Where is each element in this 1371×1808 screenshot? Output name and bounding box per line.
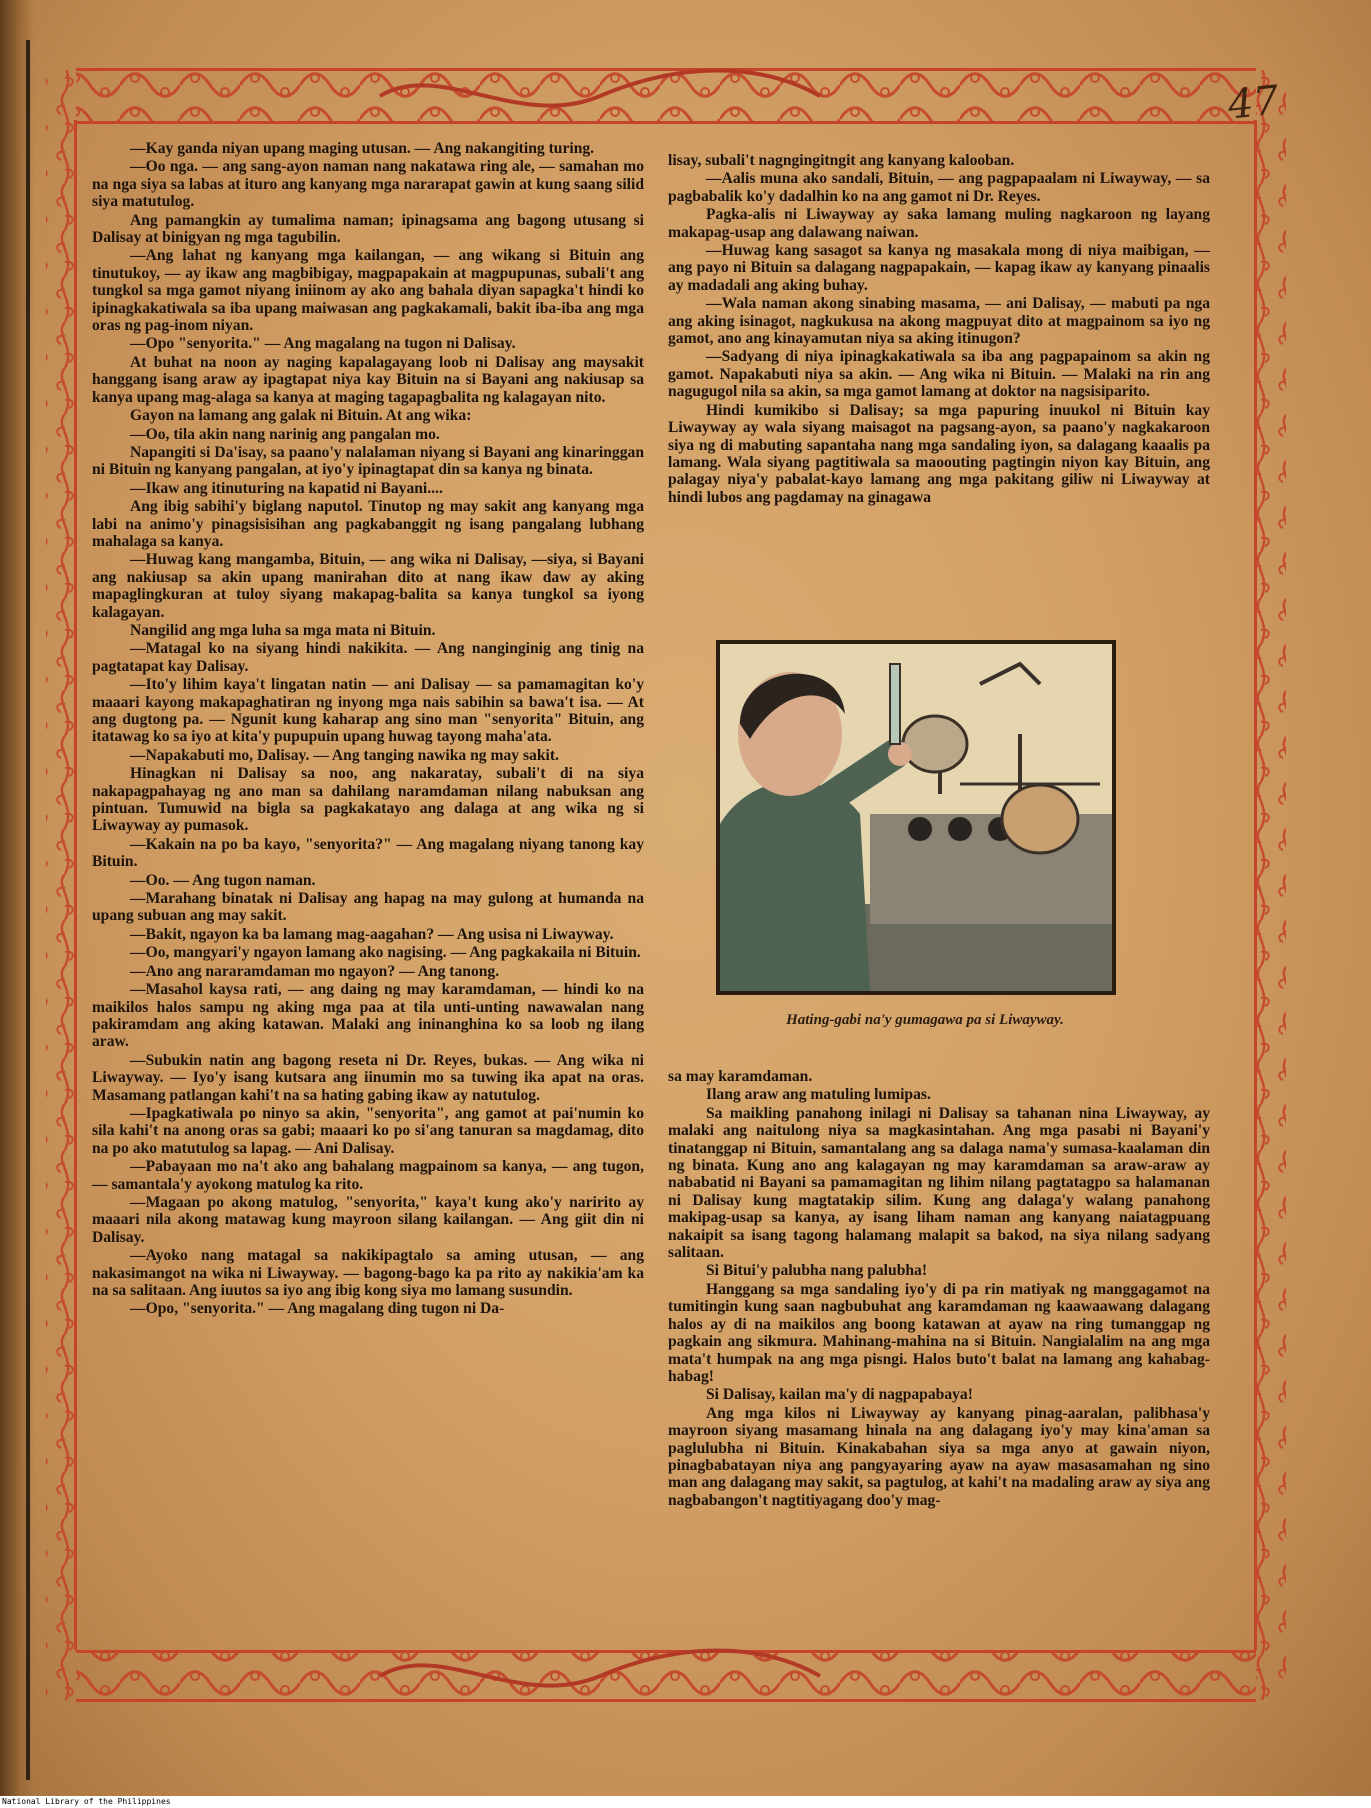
paragraph: sa may karamdaman. [668, 1068, 813, 1085]
paragraph: —Ito'y lihim kaya't lingatan natin — ani Dalisay — sa pamamagitan ko'y maaari kayong makapaghatiran ng inyong mga nais sabihin sa bawa't isa. — At ang dugtong pa. — Ngunit kung kaharap ang sino man "senyorita" Bituin, ang itatawag ko sa iyo at kita'y pupupuin upang huwag tayong maha'ata. [92, 676, 644, 746]
paragraph: —Matagal ko na siyang hindi nakikita. — Ang nanginginig ang tinig na pagtatapat kay Dalisay. [92, 640, 644, 675]
paragraph: —Ikaw ang itinuturing na kapatid ni Bayani.... [130, 479, 443, 497]
paragraph: Gayon na lamang ang galak ni Bituin. At ang wika: [130, 407, 472, 425]
paragraph: —Pabayaan mo na't ako ang bahalang magpainom sa kanya, — ang tugon, — samantala'y ayokong matulog ka rito. [92, 1158, 644, 1193]
paragraph: —Ipagkatiwala po ninyo sa akin, "senyorita", ang gamot at pai'numin ko sila kahi't na anong oras sa gabi; maaari ko po si'ang tanuran sa magdamag, dito na po ako matutulog sa lapag. — Ani Dalisay. [92, 1104, 644, 1157]
paragraph: Ang pamangkin ay tumalima naman; ipinagsama ang bagong utusang si Dalisay at binigyan ng mga tagubilin. [92, 211, 644, 247]
paragraph: Hinagkan ni Dalisay sa noo, ang nakaratay, subali't di na siya nakapagpahayag ng ano man sa dahilang naramdaman nilang nabuksan ang pintuan. Tumuwid na bigla sa pagkakatayo ang dalaga at ang wika ng si Liwayway ay pumasok. [92, 765, 644, 835]
paragraph: Ilang araw ang matuling lumipas. [706, 1086, 931, 1104]
paragraph: Napangiti si Da'isay, sa paano'y nalalaman niyang si Bayani ang kinaringgan ni Bituin ng kanyang pangalan, at iyo'y ipinagtapat din sa kanya ng binata. [92, 443, 644, 479]
right-text-column-top [668, 152, 1210, 507]
left-text-column [92, 140, 644, 1319]
paragraph: —Aalis muna ako sandali, Bituin, — ang pagpapaalam ni Liwayway, — sa pagbabalik ko'y dadalhin ko na ang gamot ni Dr. Reyes. [668, 170, 1210, 205]
paragraph: —Sadyang di niya ipinagkakatiwala sa iba ang pagpapainom sa akin ng gamot. Napakabuti niya sa akin. — Ang wika ni Bituin. — Malaki na rin ang nagugugol nila sa akin, sa mga gamot lamang at doktor na nagsisiparito. [668, 348, 1210, 401]
paragraph: —Wala naman akong sinabing masama, — ani Dalisay, — mabuti pa nga ang aking isinagot, nagkukusa na akong magpuyat dito at magpainom sa iyo ng gamot, ano ang kinayamutan niya sa aking itinugon? [668, 295, 1210, 348]
paragraph: —Masahol kaysa rati, — ang daing ng may karamdaman, — hindi ko na maikilos halos sampu ng aking mga paa at tila unti-unting nawawalan nang pakiramdam ang aking katawan. Malaki ang ininanghina ko sa loob ng ilang araw. [92, 981, 644, 1051]
paragraph: —Napakabuti mo, Dalisay. — Ang tanging nawika ng may sakit. [130, 746, 559, 764]
paragraph: —Huwag kang sasagot sa kanya ng masakala mong di niya maibigan, — ang payo ni Bituin sa dalagang nagpapakain, — kapag ikaw ay kanyang pinaalis ay madadali ang aking buhay. [668, 242, 1210, 294]
paragraph: —Ang lahat ng kanyang mga kailangan, — ang wikang si Bituin ang tinutukoy, — ay ikaw ang magbibigay, magpapakain at magpupunas, subali't ang tungkol sa mga gamot niyang iniinom ay ako ang bahala diyan sapagka't hindi ko ipinagkakatiwala sa iba upang maiwasan ang pagkakamali, bakit iba-iba ang mga oras ng pag-inom niyan. [92, 247, 644, 335]
page-number: 47 [1225, 77, 1282, 129]
paragraph: —Oo, tila akin nang narinig ang pangalan mo. [130, 425, 440, 443]
paragraph: —Ayoko nang matagal sa nakikipagtalo sa aming utusan, — ang nakasimangot na wika ni Liwayway. — bagong-bago ka pa rito ay nakikia'am ka na sa salitaan. Ang iuutos sa iyo ang ibig kong siya mo lamang susundin. [92, 1247, 644, 1299]
paragraph: —Subukin natin ang bagong reseta ni Dr. Reyes, bukas. — Ang wika ni Liwayway. — Iyo'y isang kutsara ang iinumin mo sa tuwing ika apat na oras. Masamang patlangan kahi't na sa hating gabing ikaw ay natutulog. [92, 1051, 644, 1104]
paragraph: —Oo nga. — ang sang-ayon naman nang nakatawa ring ale, — samahan mo na nga siya sa labas at ituro ang kanyang mga nararapat gawin at kung saang silid siya matutulog. [92, 158, 644, 211]
paragraph: lisay, subali't nagngingitngit ang kanyang kalooban. [668, 152, 1015, 169]
paragraph: —Kay ganda niyan upang maging utusan. — Ang nakangiting turing. [130, 140, 595, 157]
paragraph: —Magaan po akong matulog, "senyorita," kaya't kung ako'y naririto ay maaari nila akong matawag kung mayroon silang kailangan. — Ang giit din ni Dalisay. [92, 1193, 644, 1246]
frame-right-border [1256, 70, 1286, 1700]
paragraph: —Opo "senyorita." — Ang magalang na tugon ni Dalisay. [130, 335, 516, 353]
paragraph: —Opo, "senyorita." — Ang magalang ding tugon ni Da- [130, 1300, 505, 1318]
frame-bottom-border [76, 1650, 1256, 1702]
paragraph: —Marahang binatak ni Dalisay ang hapag na may gulong at humanda na upang subuan ang may sakit. [92, 890, 644, 925]
paragraph: Si Dalisay, kailan ma'y di nagpapabaya! [706, 1386, 973, 1404]
library-footer: National Library of the Philippines [0, 1796, 1371, 1808]
paragraph: Pagka-alis ni Liwayway ay saka lamang muling nagkaroon ng layang makapag-usap ang dalawang naiwan. [668, 206, 1210, 241]
paragraph: —Oo, mangyari'y ngayon lamang ako nagising. — Ang pagkakaila ni Bituin. [130, 944, 641, 962]
paragraph: Hanggang sa mga sandaling iyo'y di pa rin matiyak ng manggagamot na tumitingin kung saan nagbubuhat ang karamdaman ng kaawaawang dalagang halos ay di na maikilos ang boong katawan at ayaw na ring tumanggap ng pagkain ang sikmura. Mahinang-mahina na si Bituin. Nangialalim na ang mga mata't humpak na ang mga pisngi. Halos buto't balat na lamang ang kahabag-habag! [668, 1280, 1210, 1385]
paragraph: —Oo. — Ang tugon naman. [130, 871, 316, 889]
paragraph: —Ano ang nararamdaman mo ngayon? — Ang tanong. [130, 962, 500, 980]
paragraph: Sa maikling panahong inilagi ni Dalisay sa tahanan nina Liwayway, ay malaki ang naitulong niya sa magkasintahan. Ang mga pasabi ni Bayani'y tinatanggap ni Bituin, samantalang ang sa dalaga nama'y sumasa-kaalaman din ng binata. Kung ano ang kalagayan ng may karamdaman sa araw-araw ay nababatid ni Bayani sa pamamagitan ng lihim nilang pagtatagpo sa halamanan ni Dalisay kung magtatakip silim. Kung ang dalaga'y walang panahong makipag-usap sa kanya, ay isang liham naman ang kanyang naiatagpuang nakaipit sa isang tagong halamang malapit sa bakod, na siya nilang sadyang salitaan. [668, 1104, 1210, 1262]
illustration-caption: Hating-gabi na'y gumagawa pa si Liwayway. [786, 1012, 1064, 1028]
right-text-column-bottom [668, 1068, 1210, 1510]
paragraph: At buhat na noon ay naging kapalagayang loob ni Dalisay ang maysakit hanggang isang araw ay ipagtapat niya kay Bituin na si Bayani ang nakiusap sa kanya upang mag-alaga sa kanya at maging tagapagbalita ng kalagayan nito. [92, 353, 644, 406]
paragraph: Ang ibig sabihi'y biglang naputol. Tinutop ng may sakit ang kanyang mga labi na animo'y pinagsisisihan ang pagkabanggit ng isang pangalang lubhang mahalaga sa kanya. [92, 498, 644, 550]
frame-left-border [46, 70, 76, 1700]
paragraph: Ang mga kilos ni Liwayway ay kanyang pinag-aaralan, palibhasa'y mayroon siyang masamang hinala na ang dalagang iyo'y may kina'aman sa paglulubha ni Bituin. Kinakabahan siya sa mga anyo at gawain niyon, pinagbabatayan niya ang pangyayaring ayaw na ayaw masasamahan ng sino man ang dalagang may sakit, sa pagtulog, at kahi't na madaling araw ay siya ang nagbabangon't nagtitiyagang doo'y mag- [668, 1404, 1210, 1509]
paragraph: —Huwag kang mangamba, Bituin, — ang wika ni Dalisay, —siya, si Bayani ang nakiusap sa akin upang manirahan dito at nang ikaw daw ay aking mapaglingkuran at tuloy siyang makapag-balita sa kanya tungkol sa iyong kalagayan. [92, 551, 644, 621]
paragraph: Nangilid ang mga luha sa mga mata ni Bituin. [130, 621, 436, 639]
paragraph: —Bakit, ngayon ka ba lamang mag-aagahan? — Ang usisa ni Liwayway. [130, 925, 614, 943]
paragraph: —Kakain na po ba kayo, "senyorita?" — Ang magalang niyang tanong kay Bituin. [92, 835, 644, 871]
illustration-woman-laboratory [716, 640, 1116, 995]
paragraph: Si Bitui'y palubha nang palubha! [706, 1262, 928, 1280]
paragraph: Hindi kumikibo si Dalisay; sa mga papuring inuukol ni Bituin kay Liwayway ay wala siyang maisagot na pagsang-ayon, sa paano'y nagkakaroon siya ng di mabuting sapantaha nang mga sandaling iyon, sa dalagang kaaalis pa lamang. Wala siyang pagtitiwala sa maoouting pagtingin niyon kay Bituin, ang palagay niya'y pabalat-kayo lamang ang mga pakitang giliw ni Liwayway at hindi lubos ang pagdamay na ginagawa [668, 401, 1210, 506]
